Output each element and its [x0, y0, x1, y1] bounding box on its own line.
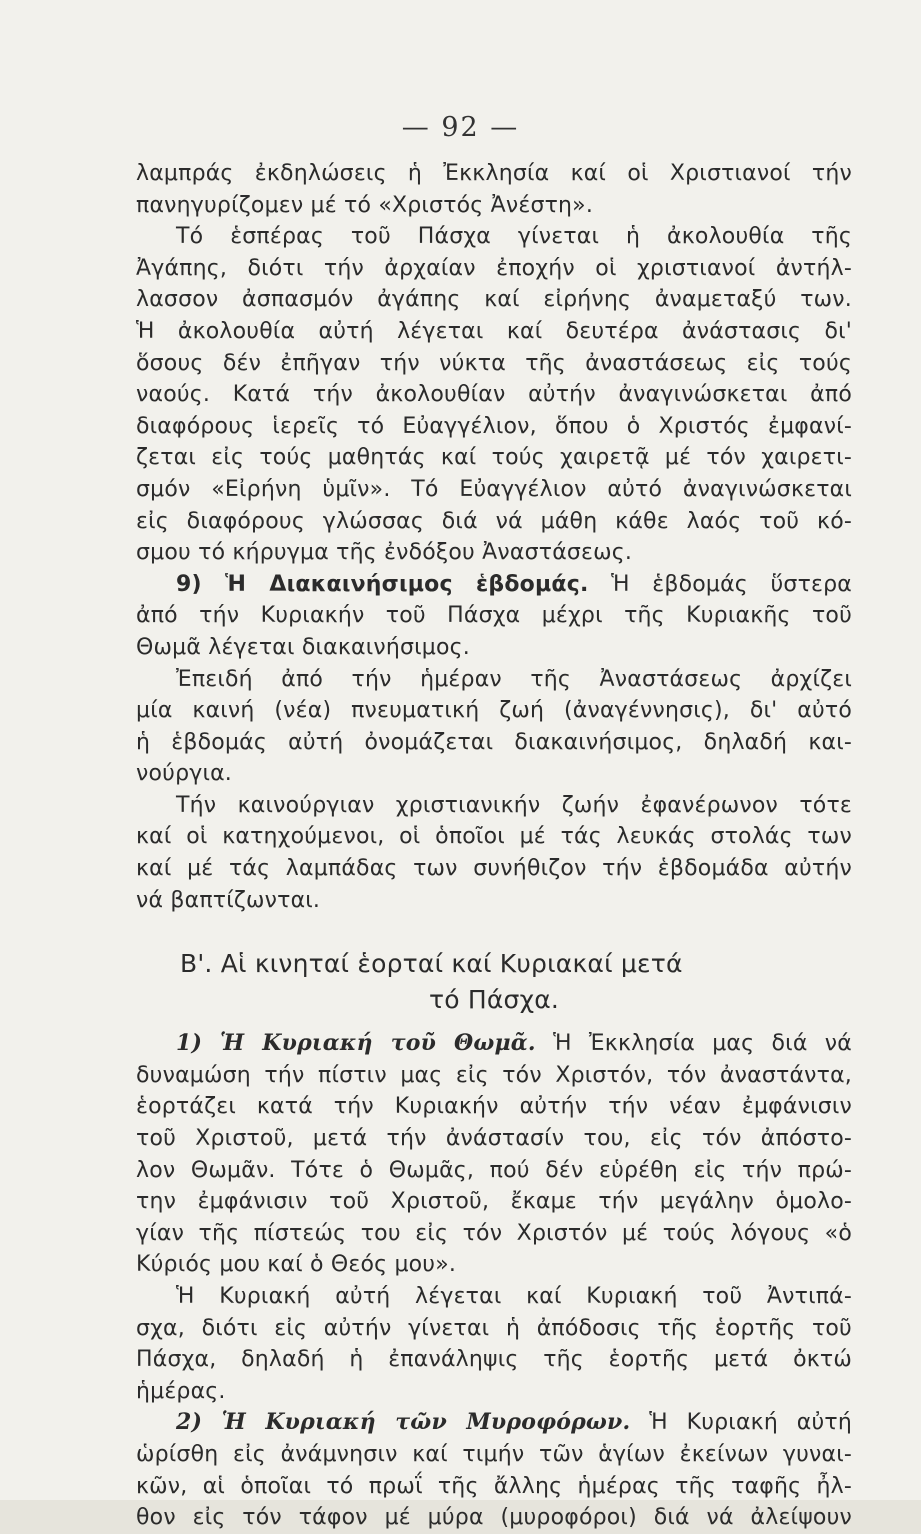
- text-line: Πάσχα, δηλαδή ἡ ἐπανάληψις τῆς ἑορτῆς μετά ὀκτώ: [136, 1347, 852, 1373]
- text-line: ζεται εἰς τούς μαθητάς καί τούς χαιρετᾷ μέ τόν χαιρετι-: [136, 445, 852, 471]
- text-line: Ἡ Κυριακή αὐτή λέγεται καί Κυριακή τοῦ Ἀντιπά-: [176, 1284, 852, 1309]
- text-line: νά βαπτίζωνται.: [136, 887, 321, 913]
- text-line: καί μέ τάς λαμπάδας των συνήθιζον τήν ἑβδομάδα αὐτήν: [136, 856, 852, 882]
- text-line: σμου τό κήρυγμα τῆς ἐνδόξου Ἀναστάσεως.: [136, 540, 633, 566]
- text-line: ἀπό τήν Κυριακήν τοῦ Πάσχα μέχρι τῆς Κυριακῆς τοῦ: [136, 603, 852, 629]
- text-line: ἡ ἑβδομάς αὐτή ὀνομάζεται διακαινήσιμος, δηλαδή και-: [136, 729, 852, 755]
- text-line: ναούς. Κατά τήν ἀκολουθίαν αὐτήν ἀναγινώσκεται ἀπό: [136, 382, 852, 408]
- text-line: σχα, διότι εἰς αὐτήν γίνεται ἡ ἀπόδοσις τῆς ἑορτῆς τοῦ: [136, 1315, 852, 1341]
- text-line: θον εἰς τόν τάφον μέ μύρα (μυροφόροι) διά νά ἀλείψουν: [136, 1505, 852, 1531]
- text-line: κῶν, αἱ ὁποῖαι τό πρωΐ τῆς ἄλλης ἡμέρας τῆς ταφῆς ἦλ-: [136, 1473, 852, 1499]
- subsection-label: 2) Ἡ Κυριακή τῶν Μυροφόρων.: [176, 1409, 631, 1436]
- text-line: Θωμᾶ λέγεται διακαινήσιμος.: [136, 634, 470, 660]
- text-line: δυναμώση τήν πίστιν μας εἰς τόν Χριστόν, τόν ἀναστάντα,: [136, 1062, 852, 1088]
- text-line: Ἡ ἀκολουθία αὐτή λέγεται καί δευτέρα ἀνάστασις δι': [136, 318, 852, 344]
- text-run: Ἡ Κυριακή αὐτή: [630, 1410, 852, 1436]
- text-line: ἡμέρας.: [136, 1378, 226, 1404]
- text-line: ὡρίσθη εἰς ἀνάμνησιν καί τιμήν τῶν ἁγίων ἐκείνων γυναι-: [136, 1441, 852, 1467]
- text-line: την ἐμφάνισιν τοῦ Χριστοῦ, ἔκαμε τήν μεγάλην ὁμολο-: [136, 1189, 852, 1215]
- body-text: [136, 158, 852, 1534]
- text-line: εἰς διαφόρους γλώσσας διά νά μάθη κάθε λαός τοῦ κό-: [136, 508, 852, 534]
- text-run: Ἡ ἑβδομάς ὕστερα: [588, 571, 852, 597]
- text-line: λαμπράς ἐκδηλώσεις ἡ Ἐκκλησία καί οἱ Χριστιανοί τήν: [136, 161, 852, 186]
- page-number: — 92 —: [401, 112, 520, 143]
- text-line: διαφόρους ἱερεῖς τό Εὐαγγέλιον, ὅπου ὁ Χριστός ἐμφανί-: [136, 413, 852, 439]
- text-line: [136, 1028, 852, 1060]
- text-line: λον Θωμᾶν. Τότε ὁ Θωμᾶς, πού δέν εὑρέθη εἰς τήν πρώ-: [136, 1157, 852, 1183]
- section-heading: Β'. Αἱ κινηταί ἑορταί καί Κυριακαί μετά: [180, 949, 683, 979]
- subsection-label: 1) Ἡ Κυριακή τοῦ Θωμᾶ.: [176, 1030, 536, 1057]
- text-line: Τό ἑσπέρας τοῦ Πάσχα γίνεται ἡ ἀκολουθία τῆς: [176, 224, 852, 250]
- text-line: Κύριός μου καί ὁ Θεός μου».: [136, 1252, 457, 1278]
- section-spacer: [136, 916, 852, 946]
- text-line: σμόν «Εἰρήνη ὑμῖν». Τό Εὐαγγέλιον αὐτό ἀναγινώσκεται: [136, 476, 852, 502]
- section-spacer: [136, 1018, 852, 1028]
- section-heading-continued: τό Πάσχα.: [428, 985, 560, 1015]
- text-run: Ἡ Ἐκκλησία μας διά νά: [535, 1031, 852, 1057]
- text-line: γίαν τῆς πίστεώς του εἰς τόν Χριστόν μέ τούς λόγους «ὁ: [136, 1220, 852, 1246]
- subsection-label: 9) Ἡ Διακαινήσιμος ἑβδομάς.: [176, 571, 589, 597]
- text-line: [136, 1407, 852, 1439]
- text-line: Τήν καινούργιαν χριστιανικήν ζωήν ἐφανέρωνον τότε: [176, 792, 852, 818]
- text-line: λασσον ἀσπασμόν ἀγάπης καί εἰρήνης ἀναμεταξύ των.: [136, 287, 852, 313]
- text-line: ἑορτάζει κατά τήν Κυριακήν αὐτήν τήν νέαν ἐμφάνισιν: [136, 1094, 852, 1120]
- text-line: νούργια.: [136, 761, 233, 787]
- text-line: [136, 569, 852, 601]
- text-line: πανηγυρίζομεν μέ τό «Χριστός Ἀνέστη».: [136, 192, 594, 218]
- text-line: ὅσους δέν ἐπῆγαν τήν νύκτα τῆς ἀναστάσεως εἰς τούς: [136, 350, 852, 376]
- text-line: μία καινή (νέα) πνευματική ζωή (ἀναγέννησις), δι' αὐτό: [136, 698, 852, 724]
- text-line: Ἐπειδή ἀπό τήν ἡμέραν τῆς Ἀναστάσεως ἀρχίζει: [176, 666, 852, 692]
- text-line: Ἀγάπης, διότι τήν ἀρχαίαν ἐποχήν οἱ χριστιανοί ἀντήλ-: [136, 255, 852, 281]
- text-line: τοῦ Χριστοῦ, μετά τήν ἀνάστασίν του, εἰς τόν ἀπόστο-: [136, 1126, 852, 1152]
- text-line: καί οἱ κατηχούμενοι, οἱ ὁποῖοι μέ τάς λευκάς στολάς των: [136, 824, 852, 850]
